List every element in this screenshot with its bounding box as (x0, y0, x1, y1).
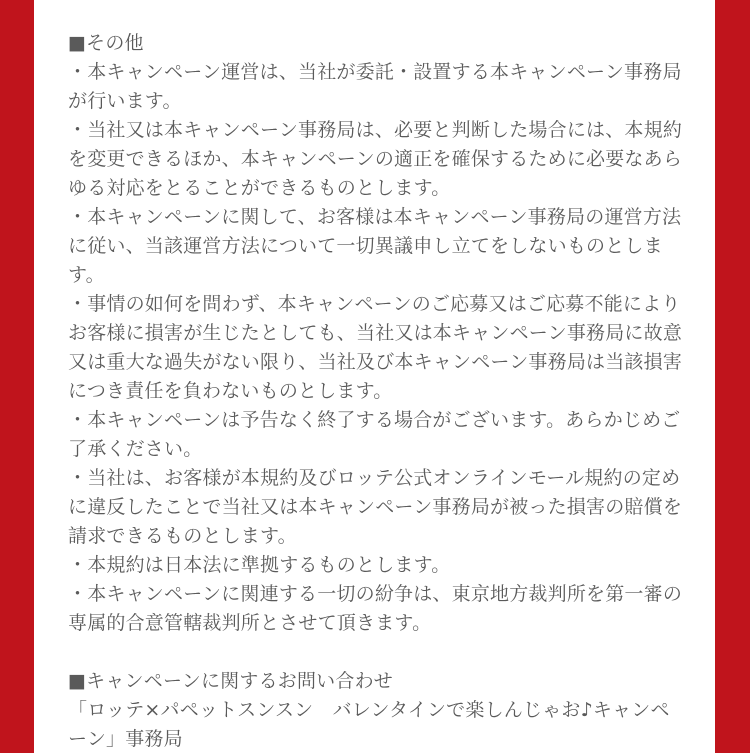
other-item-1: ・本キャンペーン運営は、当社が委託・設置する本キャンペーン事務局が行います。 (68, 61, 682, 112)
terms-content (68, 29, 688, 753)
other-item-2: ・当社又は本キャンペーン事務局は、必要と判断した場合には、本規約を変更できるほか、本キャンペーンの適正を確保するために必要なあらゆる対応をとることができるものとします。 (68, 119, 683, 199)
other-item-3: ・本キャンペーンに関して、お客様は本キャンペーン事務局の運営方法に従い、当該運営方法について一切異議申し立てをしないものとします。 (68, 206, 682, 286)
right-red-border (715, 0, 750, 753)
other-item-5: ・本キャンペーンは予告なく終了する場合がございます。あらかじめご了承ください。 (68, 409, 681, 460)
other-item-8: ・本キャンペーンに関連する一切の紛争は、東京地方裁判所を第一審の専属的合意管轄裁判所とさせて頂きます。 (68, 583, 683, 634)
other-section-heading: ■その他 (68, 32, 144, 54)
other-item-4: ・事情の如何を問わず、本キャンペーンのご応募又はご応募不能によりお客様に損害が生じたとしても、当社又は本キャンペーン事務局に故意又は重大な過失がない限り、当社及び本キャンペーン事務局は当該損害につき責任を負わないものとします。 (68, 293, 683, 402)
other-item-6: ・当社は、お客様が本規約及びロッテ公式オンラインモール規約の定めに違反したことで当社又は本キャンペーン事務局が被った損害の賠償を請求できるものとします。 (68, 467, 683, 547)
left-red-border (0, 0, 34, 753)
contact-section-heading: ■キャンペーンに関するお問い合わせ (68, 670, 393, 692)
other-item-7: ・本規約は日本法に準拠するものとします。 (68, 554, 451, 576)
section-spacer (68, 638, 688, 667)
contact-office-name: 「ロッテ×パペットスンスン バレンタインで楽しんじゃお♪キャンペーン」事務局 (68, 699, 670, 750)
